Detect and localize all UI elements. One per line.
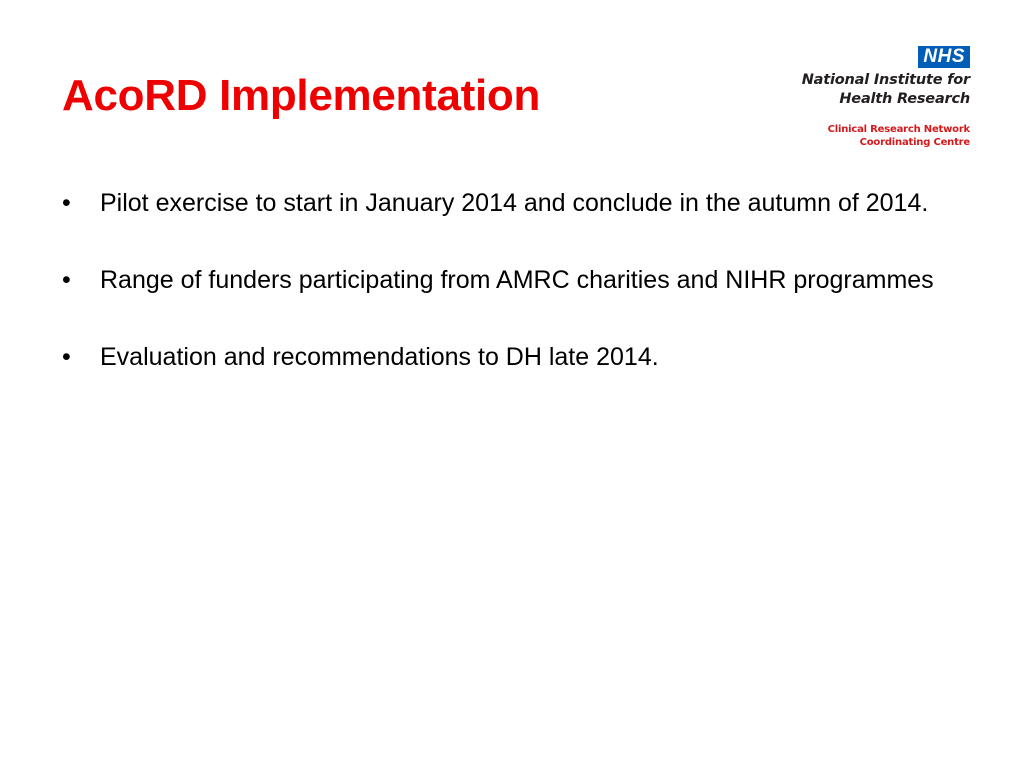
bullet-text: Range of funders participating from AMRC charities and NIHR programmes bbox=[100, 266, 934, 294]
nihr-logo bbox=[780, 46, 970, 149]
org-name-line-1: National Institute for bbox=[801, 72, 970, 88]
bullet-icon: • bbox=[62, 266, 71, 294]
network-name-line-1: Clinical Research Network bbox=[827, 124, 970, 135]
network-name-line-2: Coordinating Centre bbox=[859, 137, 970, 148]
bullet-icon: • bbox=[62, 343, 71, 371]
bullet-text: Pilot exercise to start in January 2014 and conclude in the autumn of 2014. bbox=[100, 189, 929, 217]
bullet-item bbox=[62, 186, 942, 220]
bullet-text: Evaluation and recommendations to DH late 2014. bbox=[100, 343, 659, 371]
bullet-item bbox=[62, 340, 942, 374]
bullet-item bbox=[62, 263, 942, 297]
slide-title: AcoRD Implementation bbox=[62, 71, 541, 120]
org-name-line-2: Health Research bbox=[839, 91, 970, 107]
bullet-list bbox=[62, 186, 942, 417]
nhs-badge: NHS bbox=[918, 46, 970, 68]
bullet-icon: • bbox=[62, 189, 71, 217]
